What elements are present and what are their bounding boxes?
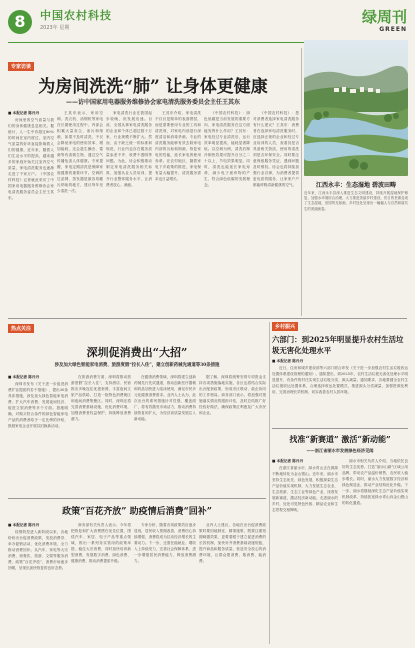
lead-subheadline: ——访中国家用电器服务维修协会家电清洗服务委员会主任王其东 bbox=[65, 99, 240, 106]
lead-column-4-text: 王其东介绍，家电清洗不仅仅是简单的表面擦拭，而是需要使用专业的工具和清洗剂，对家电内部进行深度清洁和消毒杀菌。专业的清洗服务能够有效去除家电内部的污垢和细菌，恢复家电的性能，延长家电的使用寿命。在农村地区，随着家电下乡政策的推进，家电保有量大幅提升，清洗服务需求也日益增长。 bbox=[155, 111, 201, 181]
lead-column-6 bbox=[253, 110, 299, 310]
column-divider bbox=[301, 48, 302, 316]
story4-byline: ■ 本报记者 陈丹丹 bbox=[272, 359, 304, 363]
story3-column-4-text: 业内人士建议，各地在出台促消费政策时要因地制宜、精准施策，既要注重短期刺激效果，更要着眼于建立促进消费的长效机制，加快补齐消费基础设施短板，提升商品和服务质量，营造安全放心的消费环境，让群众愿消费、敢消费、能消费。 bbox=[199, 523, 266, 563]
lead-column-3 bbox=[106, 110, 152, 310]
story5-headline: 找准“新赛道” 激活“新动能” bbox=[289, 434, 391, 444]
lead-headline: 为房间洗洗“肺” 让身体更健康 bbox=[38, 77, 268, 97]
photo-caption-body: 近年来，江西永丰县深入推进生态文明建设，持续开展湿地保护修复，加强水环境综合治理，大力推进美丽乡村建设，昔日的荒滩变成了生态湿地，田园风光如画，乡村处处呈现出一幅幅人与自然和谐共生的美丽画卷。 bbox=[304, 191, 408, 211]
story2-column-4-text: 据了解，深圳将统筹安排专项资金支持各项措施落地实施，各区也将结合实际出台配套政策，形成市区联动、政企协同的工作格局。商务部门表示，将加强对措施落实情况的跟踪评估，及时总结推广好经验好做法，确保政策红利惠及广大市民和企业。 bbox=[199, 375, 266, 415]
story2-column-1-text: 深圳市发布《关于进一步促进消费扩容提质的若干措施》，提出30条具体措施，涉及加大绿色智能家电消费、扩大汽车消费、发展夜间经济、促进文旅消费等多个方面。措施明确，对购买符合条件的绿色智能家电产品的消费者给予一定比例的补贴，鼓励家电企业开展以旧换新活动。 bbox=[8, 382, 68, 428]
story3-column-1-text: 疫情防控进入新阶段以来，各地纷纷出台促消费政策，发放消费券、举办促销活动、优化消费环境，全力推动消费回补。从汽车、家电等大宗消费，到餐饮、旅游、文娱等服务消费，政策“百花齐放”，消费市场逐步回暖，呈现出加快恢复的良好态势。 bbox=[8, 530, 68, 570]
story4-body-text: 近日，住房和城乡建设部等六部门联合印发《关于进一步加强农村生活垃圾收运处置体系建设管理的通知》。通知提出，到2025年，农村生活垃圾无害化处理水平明显提升，有条件的村庄实现生活垃圾分类、源头减量。通知要求，各地要健全农村生活垃圾收运处置体系，合理选择收运处置模式，推进源头分类减量，加强资源化利用，完善治理长效机制，切实改善农村人居环境。 bbox=[272, 366, 408, 394]
wetland-village-illustration bbox=[304, 40, 408, 176]
story2-column-3 bbox=[134, 374, 196, 494]
story-divider bbox=[272, 428, 408, 429]
photo-caption-title: 江西永丰：生态湿地 碧波田畴 bbox=[315, 182, 397, 189]
masthead bbox=[0, 0, 415, 42]
story3-column-2-text: 商务部有关负责人表示，今年将把恢复和扩大消费摆在优先位置，围绕汽车、家居、电子产品等重点领域，推出一系列务实管用的政策举措，稳住大宗消费，同时加快培育新型消费，发展数字消费、绿色消费、健康消费，推动消费提质升级。 bbox=[71, 523, 131, 563]
story5-subheadline: ——浙江省丽水市发展绿色经济见闻 bbox=[306, 448, 374, 453]
lead-column-3-text: 家电清洗行业在我国起步较晚，但发展迅速。目前，全国从事家电清洗服务的企业和个体已超过数十万家，行业规模不断扩大。然而，由于缺乏统一的标准和规范，行业内也存在服务质量参差不齐、收费不透明等问题。为此，协会积极推动制定家电清洗服务相关标准，加强从业人员培训，提升行业整体服务水平，让消费者放心、满意。 bbox=[106, 111, 152, 187]
story2-section-tag: 热点关注 bbox=[8, 324, 34, 333]
lead-column-2-text: 王其东表示，家用空调、洗衣机、油烟机等家电在长期使用过程中，内部会积累大量灰尘、油污和细菌，如果不及时清洗，不仅会降低家电的使用效率、增加能耗，还会滋生螨虫、霉菌等有害微生物，通过空气传播危害人体健康。专家提醒，家电定期清洗是保障家庭健康的重要环节。空调的过滤网、蒸发器是最容易藏污纳垢的地方，建议每年至少清洗一次。 bbox=[57, 111, 103, 193]
story4-headline: 六部门：到2025年明显提升农村生活垃圾无害化处理水平 bbox=[272, 335, 404, 355]
date-line: 2023年 星期 bbox=[40, 25, 70, 31]
lead-byline: ■ 本报记者 陈丹丹 bbox=[8, 111, 40, 115]
story5-column-1 bbox=[272, 458, 338, 642]
story2-column-4 bbox=[199, 374, 266, 494]
lead-column-2 bbox=[57, 110, 103, 310]
landscape-photo bbox=[304, 40, 408, 176]
story4-body bbox=[272, 358, 408, 422]
photo-caption bbox=[304, 180, 408, 212]
story5-byline: ■ 本报记者 陈丹丹 bbox=[272, 459, 304, 463]
story5-column-2-text: 丽水市相关负责人介绍，当地依托良好的生态优势，打造“丽水山耕”区域公用品牌，带动农产品溢价销售，农民收入稳步增长。同时，丽水大力发展数字经济和绿色制造业，推动产业结构优化升级。下一步，丽水将继续深化生态产品价值实现机制改革，持续拓宽绿水青山向金山银山的转化通道。 bbox=[342, 459, 408, 505]
story3-column-2 bbox=[71, 522, 131, 642]
story3-byline: ■ 本报记者 陈丹丹 bbox=[8, 523, 40, 527]
story3-column-1 bbox=[8, 522, 68, 642]
edition-title: 绿周刊 bbox=[361, 8, 407, 26]
lead-column-6-text: 《中国农村科技》：您对消费者选择家电清洗服务有什么建议？王其东：消费者在选择家电清洗服务时，应选择正规的企业和经过专业培训的人员，查看其是否具备相关资质，使用的清洗剂是否环保安全。同时要注意保留服务凭证，遇到问题及时维权。协会也将持续加强行业自律，为消费者提供更优质的服务，让家家户户都能呼吸清新健康的空气。 bbox=[253, 111, 299, 187]
lead-column-1 bbox=[8, 110, 54, 310]
story5-column-2 bbox=[342, 458, 408, 642]
lead-column-5 bbox=[204, 110, 250, 310]
story2-column-2-text: 在旅游消费方面，深圳将推动旅游度假“拉长入住”，支持酒店、民宿推出多晚连住优惠套餐，丰富夜间文旅产品供给，打造一批特色消费街区和夜间消费集聚区。同时，深圳还将完善消费基础设施，优化消费环境，加强消费者权益保护，持续释放消费潜力。 bbox=[71, 375, 131, 421]
story2-headline: 深圳促消费出“大招” bbox=[86, 346, 188, 359]
story2-subheadline: 涉及加大绿色智能家电消费、旅游度假“拉长入住”，建立创新药械先通道等30条措施 bbox=[54, 363, 220, 368]
story-divider bbox=[8, 498, 266, 499]
story3-column-4 bbox=[199, 522, 266, 642]
lead-section-tag: 专家访谈 bbox=[8, 62, 34, 71]
story3-headline: 政策“百花齐放” 助疫情后消费“回补” bbox=[62, 507, 212, 517]
lead-column-5-text: 《中国农村科技》：绿色低碳是当前发展的重要方向，家电清洗服务在这方面能发挥什么作用？王其东：家电经过专业清洗后，运行效率明显提高，能耗显著降低。以空调为例，清洗后制冷制热效果可提升百分之二十以上，节电效果明显。同时，清洗也能延长家电寿命，减少电子废弃物的产生，符合绿色低碳的发展理念。 bbox=[204, 111, 250, 187]
edition-subtitle: GREEN bbox=[379, 26, 407, 33]
section-divider bbox=[8, 318, 407, 319]
story3-column-3-text: 专家分析，随着各项政策效应逐步显现，居民收入预期改善，消费信心持续增强，消费将成为拉动经济增长的主要动力。下一步，还需在稳就业、增收入上持续发力，完善社会保障体系，进一步增强居民消费能力，释放消费潜力。 bbox=[134, 523, 196, 563]
story2-byline: ■ 本报记者 陈丹丹 bbox=[8, 375, 40, 379]
story5-column-1-text: 在浙江省丽水市，绿水青山正在源源不断地转化为金山银山。近年来，丽水市坚持生态优先、绿色发展，积极探索生态产品价值实现机制，大力发展生态农业、生态旅游、生态工业等绿色产业，找准发展新赛道，激活经济新动能。走进丽水的乡村，处处可见特色民宿、精品农业和生态景观交相辉映。 bbox=[272, 466, 338, 512]
column-divider bbox=[269, 322, 270, 644]
story3-column-3 bbox=[134, 522, 196, 642]
lead-column-4 bbox=[155, 110, 201, 310]
page-number-badge: 8 bbox=[8, 10, 32, 34]
lead-column-1-text: 房间里的空气质量与我们的身体健康息息相关。据统计，人一生中有超过80%的时间在室内度过，室内空气质量的好坏直接影响着人们的健康。近年来，随着人们生活水平的提高，越来越多的家庭开始关注室内空气质量，家电清洗服务也逐渐走进了千家万户。《中国农村科技》记者就此采访了中国家用电器服务维修协会家电清洗服务委员会主任王其东。 bbox=[8, 118, 54, 200]
paper-name: 中国农村科技 bbox=[40, 9, 112, 22]
story2-column-3-text: 在健康消费领域，深圳将建立创新药械先行先试通道，推动创新医疗器械和药品加快进入临床使用，满足市民多元化健康消费需求。业内人士认为，此次出台的系列措施针对性强、覆盖面广，将有效激发市场活力，推动消费持续恢复和扩大，为经济高质量发展注入新动能。 bbox=[134, 375, 196, 421]
story2-column-1 bbox=[8, 374, 68, 494]
story2-column-2 bbox=[71, 374, 131, 494]
story4-section-tag: 乡村振兴 bbox=[272, 322, 298, 331]
